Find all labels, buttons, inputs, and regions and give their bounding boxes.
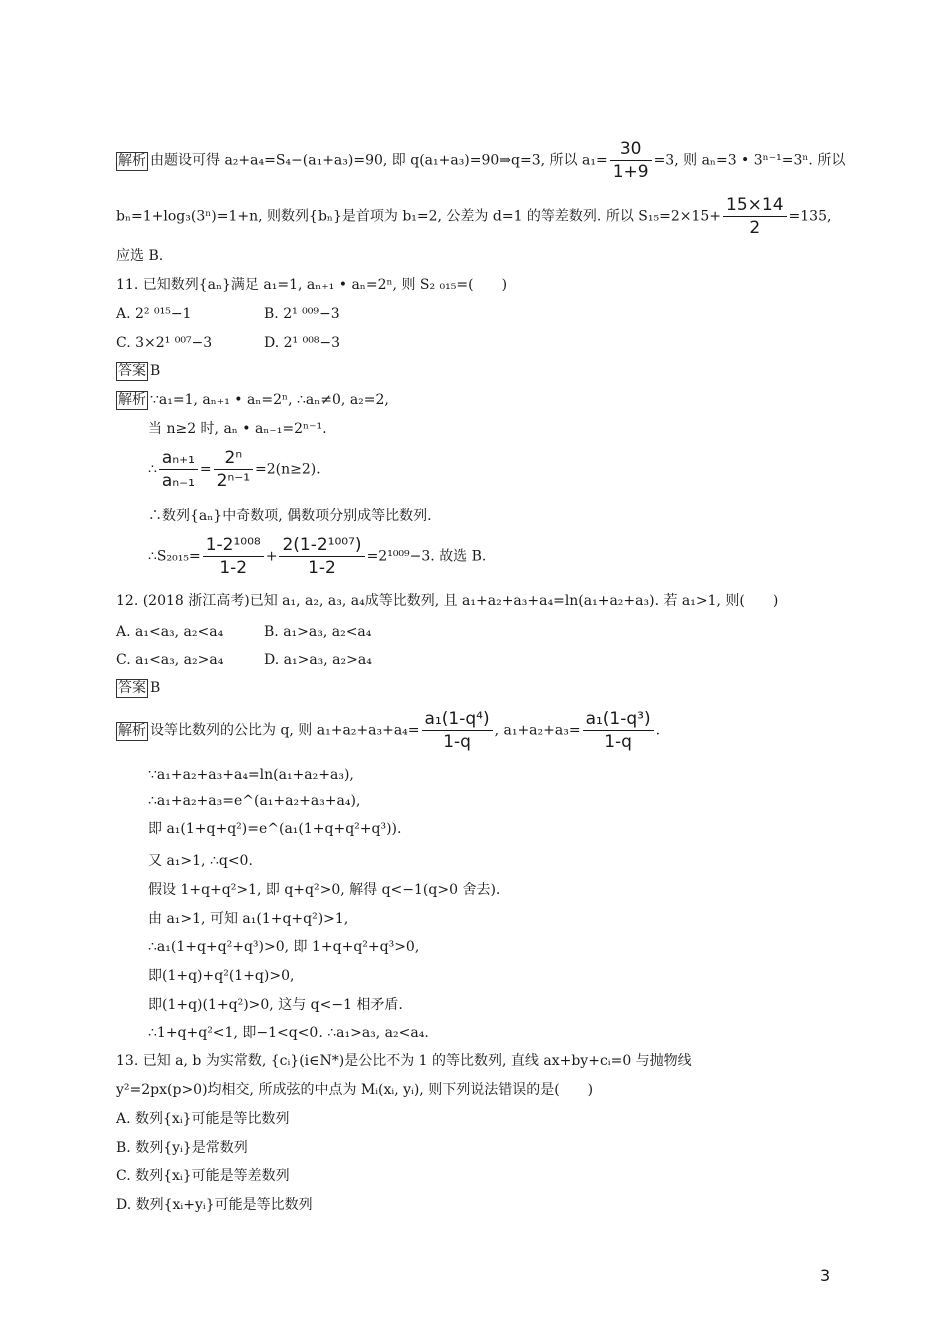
q11-step-2: 当 n≥2 时, aₙ • aₙ₋₁=2ⁿ⁻¹. [148, 421, 327, 437]
plus-sign: + [265, 548, 278, 565]
answer-tag: 答案 [118, 363, 146, 379]
frac-numerator: a₁(1-q⁴) [422, 708, 493, 731]
q12-answer-line [116, 678, 160, 698]
q12-option-a: A. a₁<a₃, a₂<a₄ [116, 624, 224, 640]
q11-step-4: ∴数列{aₙ}中奇数项, 偶数项分别成等比数列. [148, 508, 432, 524]
equals-sign: = [199, 461, 212, 478]
q11-solution-1 [116, 390, 389, 410]
fraction-a-ratio [159, 447, 198, 492]
q11-option-a: A. 2² ⁰¹⁵−1 [116, 306, 192, 322]
q12-step-1a: 设等比数列的公比为 q, 则 a₁+a₂+a₃+a₄= [150, 722, 420, 739]
q13-stem-line-2: y²=2px(p>0)均相交, 所成弦的中点为 Mᵢ(xᵢ, yᵢ), 则下列说法错误的是( ) [116, 1082, 594, 1098]
q12-step-5: 又 a₁>1, ∴q<0. [148, 853, 253, 869]
p10-text-2b: =135, [788, 208, 832, 225]
p10-line-2 [116, 194, 831, 239]
frac-numerator: aₙ₊₁ [159, 447, 198, 470]
q11-answer-line [116, 361, 160, 381]
q12-step-7: 由 a₁>1, 可知 a₁(1+q+q²)>1, [148, 911, 349, 927]
q11-stem: 11. 已知数列{aₙ}满足 a₁=1, aₙ₊₁ • aₙ=2ⁿ, 则 S₂ ₀₁₅=( ) [116, 277, 508, 293]
frac-denominator: 1-2 [219, 558, 248, 578]
q12-step-1c: . [655, 722, 661, 739]
q11-answer: B [150, 363, 161, 379]
frac-numerator: 2(1-2¹⁰⁰⁷) [279, 534, 364, 557]
analysis-tag: 解析 [118, 392, 146, 408]
q13-option-c: C. 数列{xᵢ}可能是等差数列 [116, 1168, 290, 1184]
q11-step-5 [148, 534, 486, 579]
q11-step-3 [148, 447, 321, 492]
fraction-sum-4-terms [422, 708, 493, 753]
q12-step-4: 即 a₁(1+q+q²)=e^(a₁(1+q+q²+q³)). [148, 821, 402, 837]
q12-step-9: 即(1+q)+q²(1+q)>0, [148, 968, 295, 984]
frac-numerator: 2ⁿ [214, 447, 253, 470]
p10-text-1a: 由题设可得 a₂+a₄=S₄−(a₁+a₃)=90, 即 q(a₁+a₃)=90⇒q=3, 所以 a₁= [150, 152, 608, 169]
q13-stem-line-1: 13. 已知 a, b 为实常数, {cᵢ}(i∈N*)是公比不为 1 的等比数列, 直线 ax+by+cᵢ=0 与抛物线 [116, 1053, 692, 1069]
q12-option-c: C. a₁<a₃, a₂>a₄ [116, 652, 224, 668]
q13-option-b: B. 数列{yᵢ}是常数列 [116, 1140, 248, 1156]
fraction-30-over-10 [610, 138, 652, 183]
q12-step-10: 即(1+q)(1+q²)>0, 这与 q<−1 相矛盾. [148, 997, 403, 1013]
fraction-power-ratio [214, 447, 253, 492]
answer-tag: 答案 [118, 680, 146, 696]
q12-step-1b: , a₁+a₂+a₃= [494, 722, 581, 739]
q12-step-2: ∵a₁+a₂+a₃+a₄=ln(a₁+a₂+a₃), [148, 767, 354, 783]
p10-text-1b: =3, 则 aₙ=3 • 3ⁿ⁻¹=3ⁿ. 所以 [653, 152, 846, 169]
analysis-tag: 解析 [118, 152, 146, 169]
frac-denominator: 2 [749, 218, 761, 238]
q11-option-b: B. 2¹ ⁰⁰⁹−3 [264, 306, 340, 322]
q12-option-d: D. a₁>a₃, a₂>a₄ [264, 652, 372, 668]
q13-option-d: D. 数列{xᵢ+yᵢ}可能是等比数列 [116, 1197, 313, 1213]
analysis-tag: 解析 [118, 722, 146, 739]
frac-numerator: 30 [610, 138, 652, 161]
q11-step-3-suffix: =2(n≥2). [255, 461, 321, 478]
frac-denominator: 1-q [604, 732, 632, 752]
p10-text-2a: bₙ=1+log₃(3ⁿ)=1+n, 则数列{bₙ}是首项为 b₁=2, 公差为 d=1 的等差数列. 所以 S₁₅=2×15+ [116, 208, 722, 225]
p10-line-3: 应选 B. [116, 248, 164, 264]
q12-stem: 12. (2018 浙江高考)已知 a₁, a₂, a₃, a₄成等比数列, 且 a₁+a₂+a₃+a₄=ln(a₁+a₂+a₃). 若 a₁>1, 则( ) [116, 593, 779, 609]
q11-step-5-prefix: ∴S₂₀₁₅= [148, 548, 201, 565]
frac-denominator: 1-2 [308, 558, 336, 578]
q11-option-c: C. 3×2¹ ⁰⁰⁷−3 [116, 335, 213, 351]
q12-step-6: 假设 1+q+q²>1, 即 q+q²>0, 解得 q<−1(q>0 舍去). [148, 882, 501, 898]
q12-answer: B [150, 680, 161, 696]
p10-line-1 [116, 138, 845, 183]
frac-numerator: a₁(1-q³) [583, 708, 654, 731]
q12-step-8: ∴a₁(1+q+q²+q³)>0, 即 1+q+q²+q³>0, [148, 939, 420, 955]
page-number: 3 [820, 1266, 831, 1285]
frac-denominator: aₙ₋₁ [161, 471, 195, 491]
frac-denominator: 1-q [443, 732, 471, 752]
q11-option-d: D. 2¹ ⁰⁰⁸−3 [264, 335, 341, 351]
q11-step-5-suffix: =2¹⁰⁰⁹−3. 故选 B. [366, 548, 487, 565]
q12-option-b: B. a₁>a₃, a₂<a₄ [264, 624, 372, 640]
q13-option-a: A. 数列{xᵢ}可能是等比数列 [116, 1111, 290, 1127]
therefore-symbol: ∴ [148, 461, 157, 478]
fraction-sum-2 [279, 534, 364, 579]
frac-numerator: 15×14 [723, 194, 787, 217]
fraction-15x14-over-2 [723, 194, 787, 239]
q12-solution-1 [116, 708, 660, 753]
fraction-sum-3-terms [583, 708, 654, 753]
fraction-sum-1 [203, 534, 264, 579]
frac-denominator: 1+9 [612, 162, 649, 182]
frac-denominator: 2ⁿ⁻¹ [216, 471, 251, 491]
frac-numerator: 1-2¹⁰⁰⁸ [203, 534, 264, 557]
q11-step-1: ∵a₁=1, aₙ₊₁ • aₙ=2ⁿ, ∴aₙ≠0, a₂=2, [150, 392, 389, 408]
q12-step-3: ∴a₁+a₂+a₃=e^(a₁+a₂+a₃+a₄), [148, 793, 361, 809]
q12-step-11: ∴1+q+q²<1, 即−1<q<0. ∴a₁>a₃, a₂<a₄. [148, 1025, 429, 1041]
